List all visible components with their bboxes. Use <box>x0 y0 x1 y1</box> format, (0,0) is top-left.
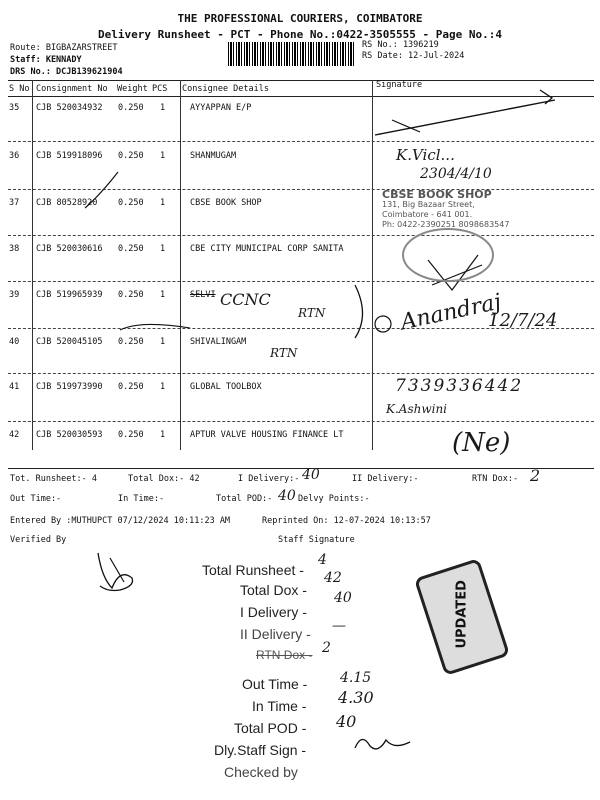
rs-number: RS No.: 1396219 <box>362 40 439 50</box>
stamp-address-2: Coimbatore - 641 001. <box>382 210 473 219</box>
row-sno: 42 <box>9 430 20 440</box>
row-consignment: CJB 520045105 <box>36 337 103 347</box>
row-pcs: 1 <box>160 244 166 254</box>
drs-number: DRS No.: DCJB139621904 <box>10 67 123 77</box>
col-sno: S No <box>9 84 30 94</box>
col-consignee: Consignee Details <box>182 84 269 94</box>
row-consignee: APTUR VALVE HOUSING FINANCE LT <box>190 430 344 440</box>
row-consignment: CJB 520034932 <box>36 103 103 113</box>
row-consignment: CJB 520030593 <box>36 430 103 440</box>
stamp-phone: Ph: 0422-2390251 8098683547 <box>382 220 510 229</box>
summary-label: II Delivery - <box>240 626 311 642</box>
summary-value: 4.30 <box>338 688 374 707</box>
summary-label: Total POD - <box>234 720 307 736</box>
rs-date: RS Date: 12-Jul-2024 <box>362 51 465 61</box>
barcode <box>228 42 356 66</box>
row-weight: 0.250 <box>118 244 144 254</box>
row40-signature: Anandraj <box>398 289 504 336</box>
row-sno: 35 <box>9 103 20 113</box>
summary-label: Total Runsheet - <box>202 562 304 578</box>
tot-runsheet: Tot. Runsheet:- 4 <box>10 474 97 484</box>
summary-label: I Delivery - <box>240 604 307 620</box>
summary-value: 4.15 <box>340 670 372 686</box>
stamp-name: CBSE BOOK SHOP <box>382 188 492 201</box>
row40-rtn: RTN <box>270 346 298 360</box>
staff-label: Staff: KENNADY <box>10 55 82 65</box>
verified-signature <box>90 548 150 598</box>
row-sno: 40 <box>9 337 20 347</box>
col-weight: Weight <box>117 84 148 94</box>
row-pcs: 1 <box>160 430 166 440</box>
row-pcs: 1 <box>160 382 166 392</box>
row-sno: 39 <box>9 290 20 300</box>
row-weight: 0.250 <box>118 430 144 440</box>
col-signature: Signature <box>376 80 423 90</box>
row36-number: 2304/4/10 <box>420 166 492 182</box>
summary-value: 2 <box>322 640 331 656</box>
round-stamp <box>402 228 494 282</box>
row-consignee: CBE CITY MUNICIPAL CORP SANITA <box>190 244 344 254</box>
col-consignment: Consignment No <box>36 84 108 94</box>
row39-rtn: RTN <box>298 306 326 320</box>
row-consignee: SHANMUGAM <box>190 151 237 161</box>
total-dox: Total Dox:- 42 <box>128 474 200 484</box>
total-pod: Total POD:- <box>216 494 273 504</box>
summary-label: RTN Dox - <box>256 648 313 662</box>
row-weight: 0.250 <box>118 151 144 161</box>
row-sno: 38 <box>9 244 20 254</box>
delvy-points: Delvy Points:- <box>298 494 370 504</box>
row41-name: K.Ashwini <box>386 402 448 416</box>
reprinted-on: Reprinted On: 12-07-2024 10:13:57 <box>262 516 431 526</box>
in-time: In Time:- <box>118 494 165 504</box>
entered-by: Entered By :MUTHUPCT 07/12/2024 10:11:23 AM <box>10 516 231 526</box>
row-weight: 0.250 <box>118 382 144 392</box>
company-title: THE PROFESSIONAL COURIERS, COIMBATORE <box>177 12 423 25</box>
col-pcs: PCS <box>152 84 168 94</box>
row-consignee: SELVI <box>190 290 216 300</box>
total-pod-hand: 40 <box>278 488 296 504</box>
summary-label: Out Time - <box>242 676 308 692</box>
row-consignee: GLOBAL TOOLBOX <box>190 382 262 392</box>
summary-value: 40 <box>336 712 357 731</box>
summary-value: 40 <box>334 590 352 606</box>
row-weight: 0.250 <box>118 198 144 208</box>
row36-signature: K.Vicl... <box>396 146 455 164</box>
row39-note: CCNC <box>220 290 271 309</box>
row-consignee: AYYAPPAN E/P <box>190 103 252 113</box>
rtn-dox: RTN Dox:- <box>472 474 519 484</box>
stamp-address-1: 131, Big Bazaar Street, <box>382 200 475 209</box>
staff-signature-label: Staff Signature <box>278 535 355 545</box>
i-delivery: I Delivery:- <box>238 474 300 484</box>
summary-value: 4 <box>318 552 327 568</box>
summary-label: Total Dox - <box>240 582 307 598</box>
row-consignee: CBSE BOOK SHOP <box>190 198 262 208</box>
runsheet-subtitle: Delivery Runsheet - PCT - Phone No.:0422-3505555 - Page No.:4 <box>98 28 502 41</box>
out-time: Out Time:- <box>10 494 62 504</box>
verified-by: Verified By <box>10 535 67 545</box>
row42-signature: (Ne) <box>452 428 511 458</box>
row-pcs: 1 <box>160 290 166 300</box>
summary-value: — <box>332 618 346 634</box>
row40-date: 12/7/24 <box>488 310 558 331</box>
row-weight: 0.250 <box>118 103 144 113</box>
row-consignment: CJB 519973990 <box>36 382 103 392</box>
row-pcs: 1 <box>160 151 166 161</box>
row-sno: 37 <box>9 198 20 208</box>
summary-label: In Time - <box>252 698 307 714</box>
row-consignment: CJB 519965939 <box>36 290 103 300</box>
row-sno: 36 <box>9 151 20 161</box>
row-pcs: 1 <box>160 103 166 113</box>
row-consignee: SHIVALINGAM <box>190 337 247 347</box>
row-consignment: CJB 80528920 <box>36 198 98 208</box>
row-pcs: 1 <box>160 337 166 347</box>
route-label: Route: BIGBAZARSTREET <box>10 43 118 53</box>
summary-value: 42 <box>324 570 342 586</box>
staff-sign-scribble <box>350 728 420 758</box>
updated-text: UPDATED <box>454 580 470 649</box>
row-weight: 0.250 <box>118 290 144 300</box>
summary-label: Checked by <box>224 764 298 780</box>
ii-delivery: II Delivery:- <box>352 474 419 484</box>
row-pcs: 1 <box>160 198 166 208</box>
row-weight: 0.250 <box>118 337 144 347</box>
summary-label: Dly.Staff Sign - <box>214 742 307 758</box>
rtn-dox-hand: 2 <box>530 466 541 485</box>
row-consignment: CJB 519918096 <box>36 151 103 161</box>
row41-phone: 7339336442 <box>395 376 524 396</box>
i-delivery-hand: 40 <box>302 467 320 483</box>
row-sno: 41 <box>9 382 20 392</box>
row-consignment: CJB 520030616 <box>36 244 103 254</box>
